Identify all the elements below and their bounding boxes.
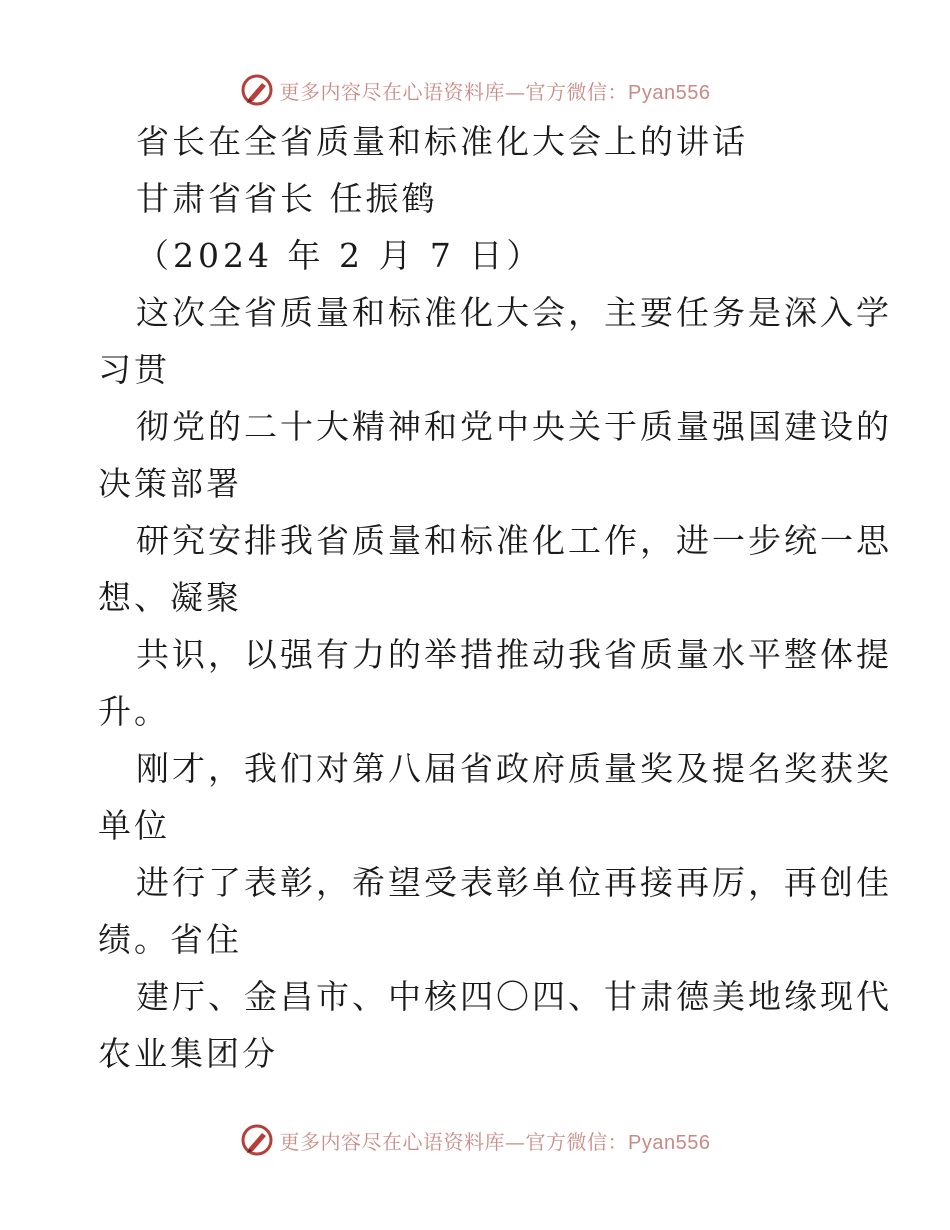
- pen-logo-icon: [240, 73, 274, 107]
- header-banner-wechat-id: Pyan556: [628, 81, 711, 104]
- footer-banner-text: [280, 1126, 711, 1155]
- footer-banner: [0, 1120, 950, 1160]
- paragraph-line: 农业集团分: [98, 1034, 278, 1073]
- paragraph-line: 共识，以强有力的举措推动我省质量水平整体提: [136, 635, 892, 674]
- paragraph-line: 这次全省质量和标准化大会，主要任务是深入学: [136, 293, 892, 332]
- paragraph-line: 决策部署: [98, 464, 242, 503]
- paragraph-line: 彻党的二十大精神和党中央关于质量强国建设的: [136, 407, 892, 446]
- document-body: [98, 122, 892, 1093]
- header-banner-text: [280, 76, 711, 105]
- paragraph-line: 升。: [98, 692, 170, 731]
- paragraph-line: 进行了表彰，希望受表彰单位再接再厉，再创佳: [136, 863, 892, 902]
- paragraph-line: 单位: [98, 806, 170, 845]
- paragraph-line: 绩。省住: [98, 920, 242, 959]
- document-author: 甘肃省省长 任振鹤: [136, 179, 438, 218]
- document-date: （2024 年 2 月 7 日）: [136, 236, 544, 275]
- footer-banner-cn: 更多内容尽在心语资料库—官方微信：: [279, 1129, 629, 1154]
- paragraph-line: 研究安排我省质量和标准化工作，进一步统一思: [136, 521, 892, 560]
- footer-banner-wechat-id: Pyan556: [628, 1131, 711, 1154]
- document-title: 省长在全省质量和标准化大会上的讲话: [136, 122, 748, 161]
- paragraph-line: 刚才，我们对第八届省政府质量奖及提名奖获奖: [136, 749, 892, 788]
- paragraph-line: 想、凝聚: [98, 578, 242, 617]
- header-banner-cn: 更多内容尽在心语资料库—官方微信：: [279, 79, 629, 104]
- paragraph-line: 习贯: [98, 350, 170, 389]
- pen-logo-icon: [240, 1123, 274, 1157]
- header-banner: [0, 70, 950, 110]
- paragraph-line: 建厅、金昌市、中核四〇四、甘肃德美地缘现代: [136, 977, 892, 1016]
